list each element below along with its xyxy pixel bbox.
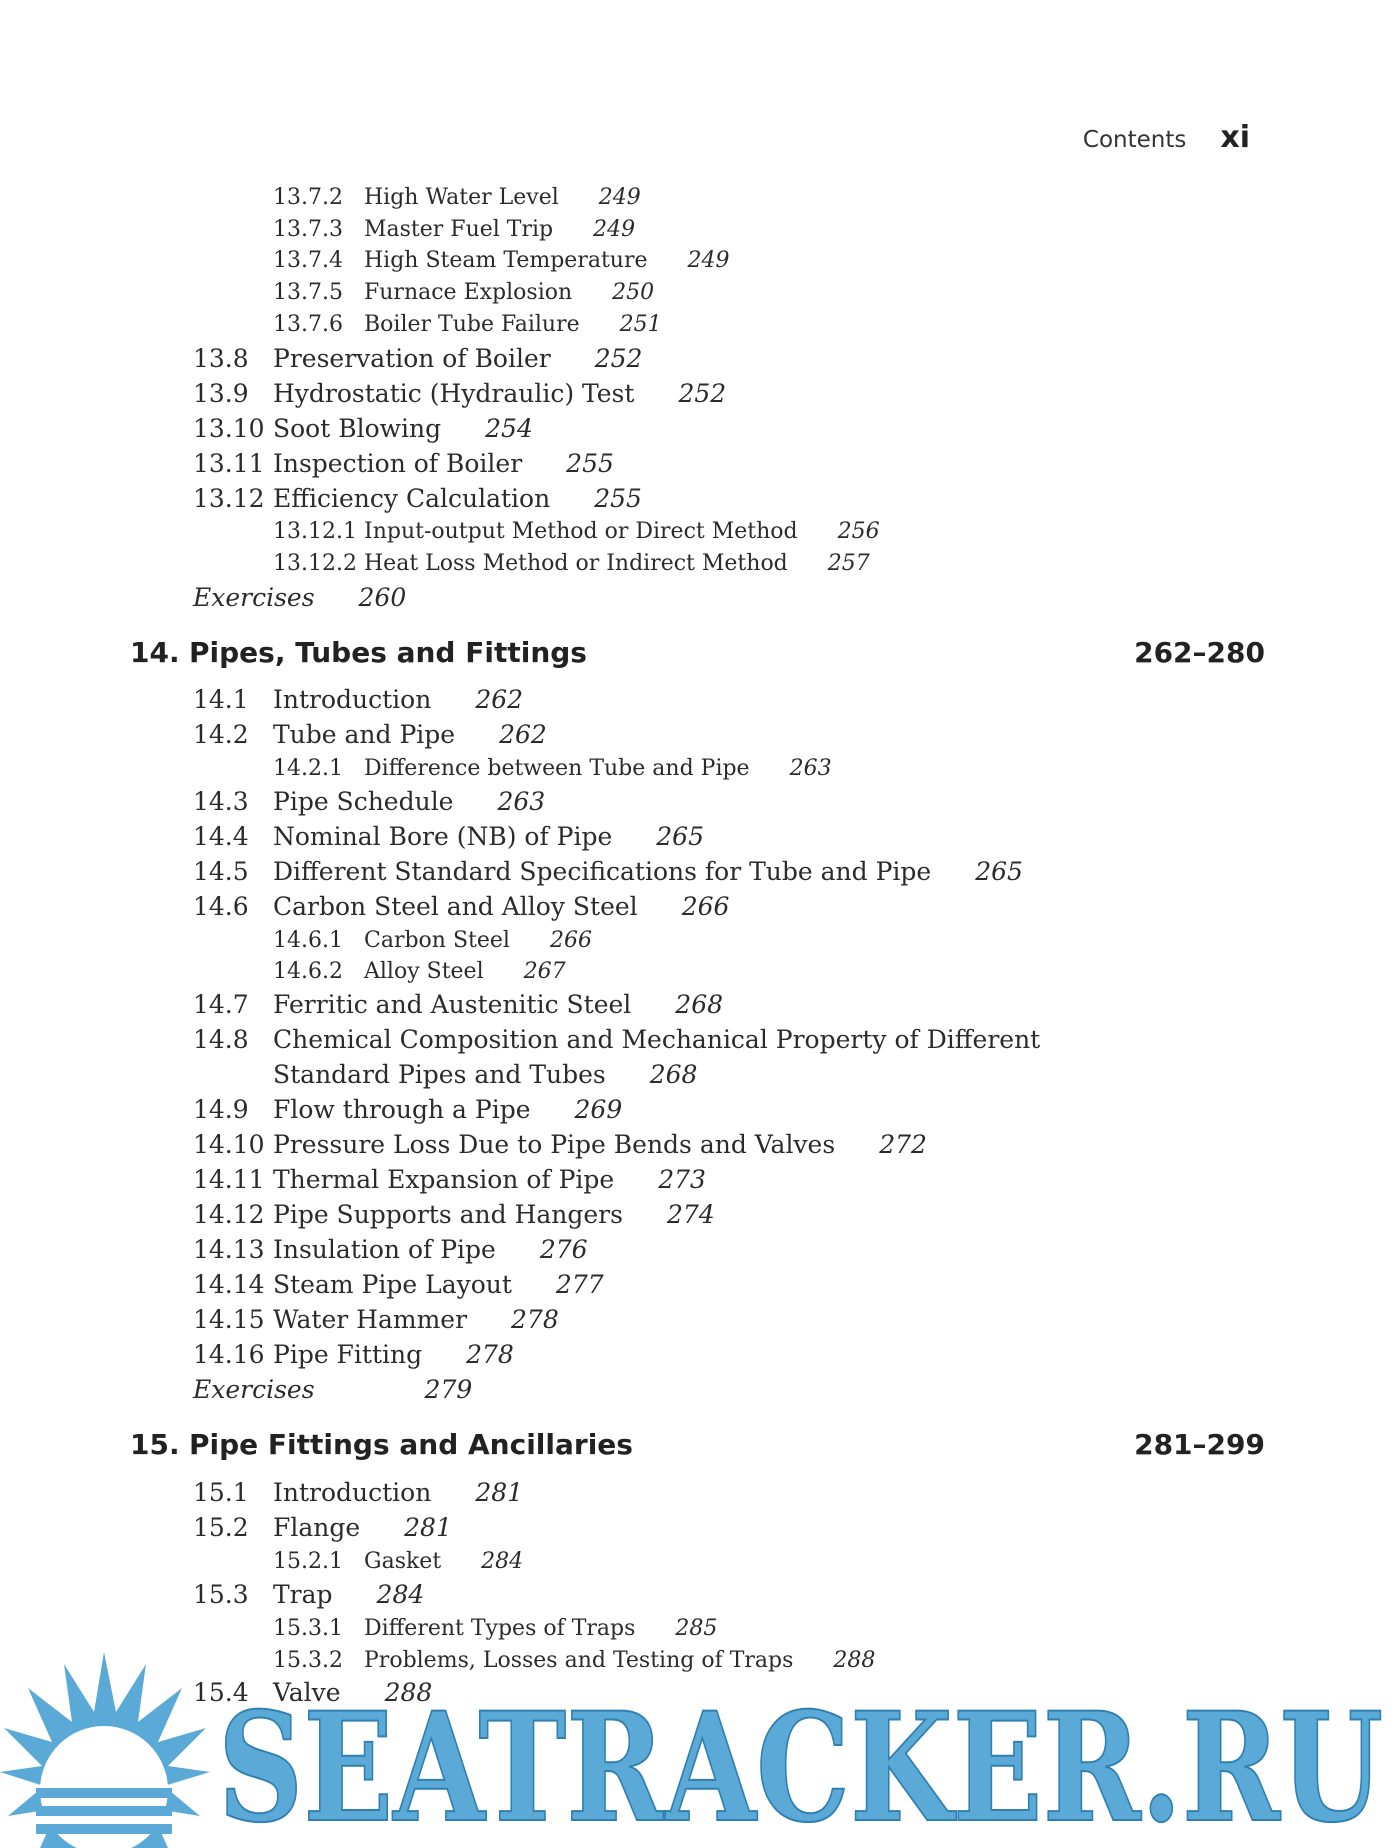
entry-number: 13.12.1: [273, 519, 357, 544]
toc-entry: [193, 449, 614, 479]
toc-entry: [193, 720, 547, 750]
entry-title: Furnace Explosion: [364, 280, 573, 305]
entry-number: 15.2.1: [273, 1549, 343, 1574]
toc-entry: [273, 549, 870, 579]
entry-number: 14.14: [193, 1270, 265, 1299]
entry-number: 14.3: [193, 787, 249, 816]
entry-title: Efficiency Calculation: [273, 484, 551, 513]
entry-title: Pipe Fitting: [273, 1340, 423, 1369]
toc-entry: [193, 1340, 514, 1370]
entry-title: Different Standard Specifications for Tube and Pipe: [273, 857, 932, 886]
entry-page: 281: [404, 1513, 452, 1542]
entry-number: 15.1: [193, 1478, 249, 1507]
entry-page: 260: [358, 583, 407, 612]
entry-title: Alloy Steel: [364, 959, 484, 984]
entry-page: 265: [656, 822, 704, 851]
toc-entry: [193, 1478, 523, 1508]
entry-page: 251: [619, 312, 662, 337]
toc-exercises: [193, 583, 406, 613]
toc-entry: [193, 1165, 706, 1195]
entry-title: Flow through a Pipe: [273, 1095, 531, 1124]
entry-page: 249: [687, 248, 730, 273]
entry-number: 14.6.1: [273, 928, 343, 953]
page-number: xi: [1220, 120, 1250, 155]
entry-page: 272: [879, 1130, 927, 1159]
entry-number: 13.12: [193, 484, 265, 513]
entry-title: Heat Loss Method or Indirect Method: [364, 551, 788, 576]
entry-page: 273: [658, 1165, 706, 1194]
toc-entry: [193, 379, 726, 409]
entry-title: Exercises: [193, 1375, 315, 1404]
chapter-number: 14.: [130, 636, 180, 669]
entry-number: 15.3.1: [273, 1616, 343, 1641]
entry-title: Pipe Supports and Hangers: [273, 1200, 623, 1229]
entry-title: Pressure Loss Due to Pipe Bends and Valves: [273, 1130, 836, 1159]
toc-entry: [193, 685, 523, 715]
entry-number: 14.13: [193, 1235, 265, 1264]
entry-number: 13.7.6: [273, 312, 343, 337]
running-header-section: Contents: [1082, 127, 1187, 153]
entry-page: 285: [675, 1616, 718, 1641]
entry-number: 13.10: [193, 414, 265, 443]
toc-entry: [273, 183, 641, 213]
entry-page: 284: [481, 1549, 524, 1574]
entry-number: 14.2.1: [273, 756, 343, 781]
entry-number: 13.7.4: [273, 248, 343, 273]
entry-title: Preservation of Boiler: [273, 344, 551, 373]
entry-number: 14.2: [193, 720, 249, 749]
entry-page: 266: [681, 892, 730, 921]
toc-entry: [273, 310, 662, 340]
toc-entry: [193, 1270, 604, 1300]
toc-entry: [193, 414, 533, 444]
entry-number: 15.3.2: [273, 1648, 343, 1673]
entry-title: Introduction: [273, 685, 432, 714]
entry-title: Introduction: [273, 1478, 432, 1507]
entry-title: Gasket: [364, 1549, 442, 1574]
entry-number: 14.6: [193, 892, 249, 921]
chapter-title: Pipe Fittings and Ancillaries: [189, 1428, 633, 1461]
entry-number: 13.7.5: [273, 280, 343, 305]
entry-title: Problems, Losses and Testing of Traps: [364, 1648, 794, 1673]
entry-number: 14.6.2: [273, 959, 343, 984]
toc-entry: [193, 344, 642, 374]
entry-title-continued: Standard Pipes and Tubes: [273, 1060, 606, 1089]
entry-page: 268: [675, 990, 724, 1019]
toc-entry: [193, 1025, 1040, 1055]
toc-entry: [193, 822, 704, 852]
watermark-text: SEATRACKER.RU: [218, 1680, 1383, 1848]
entry-page: 262: [475, 685, 524, 714]
entry-title: Inspection of Boiler: [273, 449, 523, 478]
entry-title: Flange: [273, 1513, 361, 1542]
entry-number: 15.2: [193, 1513, 249, 1542]
entry-page: 257: [827, 551, 870, 576]
toc-entry: [273, 754, 832, 784]
entry-page: 263: [497, 787, 546, 816]
entry-number: 13.9: [193, 379, 249, 408]
entry-title: Carbon Steel and Alloy Steel: [273, 892, 638, 921]
entry-page: 255: [566, 449, 614, 478]
entry-title: Tube and Pipe: [273, 720, 456, 749]
toc-entry: [193, 1305, 559, 1335]
sun-burst-icon: [0, 1652, 210, 1848]
entry-page: 254: [485, 414, 533, 443]
entry-title: High Water Level: [364, 185, 559, 210]
entry-number: 13.7.3: [273, 217, 343, 242]
entry-title: Steam Pipe Layout: [273, 1270, 512, 1299]
toc-entry: [193, 990, 723, 1020]
chapter-page-range: 281–299: [1134, 1428, 1265, 1461]
entry-number: 15.4: [193, 1678, 249, 1707]
toc-entry: [193, 484, 642, 514]
entry-title: Insulation of Pipe: [273, 1235, 496, 1264]
chapter-page-range: 262–280: [1134, 636, 1265, 669]
entry-title: Water Hammer: [273, 1305, 468, 1334]
entry-number: 14.7: [193, 990, 249, 1019]
entry-page: 288: [384, 1678, 433, 1707]
entry-title: Ferritic and Austenitic Steel: [273, 990, 632, 1019]
entry-title: Trap: [273, 1580, 333, 1609]
entry-number: 13.12.2: [273, 551, 357, 576]
toc-entry: [273, 517, 880, 547]
toc-entry: [193, 857, 1023, 887]
entry-page: 277: [555, 1270, 604, 1299]
entry-page: 266: [549, 928, 592, 953]
entry-page: 263: [789, 756, 832, 781]
toc-entry: [193, 787, 545, 817]
toc-entry: [193, 1235, 588, 1265]
entry-page: 267: [523, 959, 566, 984]
entry-page: 281: [475, 1478, 524, 1507]
toc-entry: [273, 957, 566, 987]
toc-entry: [273, 278, 654, 308]
entry-title: Master Fuel Trip: [364, 217, 554, 242]
running-header: [1083, 120, 1250, 155]
entry-number: 14.11: [193, 1165, 265, 1194]
entry-title: High Steam Temperature: [364, 248, 648, 273]
entry-page: 250: [612, 280, 655, 305]
chapter-title: Pipes, Tubes and Fittings: [189, 636, 587, 669]
entry-number: 14.10: [193, 1130, 265, 1159]
entry-number: 14.16: [193, 1340, 265, 1369]
toc-entry: [193, 1095, 622, 1125]
entry-page: 252: [594, 344, 643, 373]
entry-page: 274: [666, 1200, 715, 1229]
entry-page: 284: [376, 1580, 425, 1609]
toc-entry: [193, 1130, 927, 1160]
toc-entry: [193, 1200, 715, 1230]
entry-number: 14.12: [193, 1200, 265, 1229]
entry-title: Difference between Tube and Pipe: [364, 756, 750, 781]
toc-entry: [273, 246, 730, 276]
entry-page: 256: [837, 519, 880, 544]
toc-entry-continued: [273, 1060, 697, 1090]
entry-number: 13.8: [193, 344, 249, 373]
entry-title: Exercises: [193, 583, 315, 612]
entry-title: Input-output Method or Direct Method: [364, 519, 798, 544]
entry-page: 249: [598, 185, 641, 210]
entry-page: 288: [833, 1648, 876, 1673]
toc-entry: [193, 892, 729, 922]
entry-number: 14.1: [193, 685, 249, 714]
entry-page: 249: [593, 217, 636, 242]
entry-title: Nominal Bore (NB) of Pipe: [273, 822, 613, 851]
entry-page: 262: [499, 720, 547, 749]
entry-title: Carbon Steel: [364, 928, 510, 953]
entry-number: 14.9: [193, 1095, 249, 1124]
entry-number: 15.3: [193, 1580, 249, 1609]
toc-exercises: [193, 1375, 472, 1405]
toc-entry: [273, 1547, 523, 1577]
toc-entry: [273, 215, 635, 245]
chapter-heading: [130, 636, 1265, 669]
entry-title: Hydrostatic (Hydraulic) Test: [273, 379, 635, 408]
toc-entry: [193, 1513, 452, 1543]
entry-title: Thermal Expansion of Pipe: [273, 1165, 615, 1194]
toc-entry: [193, 1580, 424, 1610]
entry-number: 14.4: [193, 822, 249, 851]
entry-title: Soot Blowing: [273, 414, 442, 443]
entry-page: 252: [678, 379, 727, 408]
entry-page: 279: [424, 1375, 473, 1404]
entry-page: 268: [649, 1060, 698, 1089]
chapter-number: 15.: [130, 1428, 180, 1461]
entry-page: 269: [574, 1095, 623, 1124]
entry-title: Boiler Tube Failure: [364, 312, 580, 337]
entry-title: Valve: [273, 1678, 341, 1707]
entry-page: 278: [466, 1340, 514, 1369]
entry-page: 265: [975, 857, 1023, 886]
entry-page: 255: [594, 484, 642, 513]
entry-number: 14.5: [193, 857, 249, 886]
entry-title: Pipe Schedule: [273, 787, 454, 816]
entry-number: 14.8: [193, 1025, 249, 1054]
entry-number: 14.15: [193, 1305, 265, 1334]
entry-page: 278: [511, 1305, 559, 1334]
entry-page: 276: [539, 1235, 588, 1264]
entry-title: Different Types of Traps: [364, 1616, 636, 1641]
entry-title: Chemical Composition and Mechanical Property of Different: [273, 1025, 1041, 1054]
chapter-heading: [130, 1428, 1265, 1461]
entry-number: 13.11: [193, 449, 265, 478]
entry-number: 13.7.2: [273, 185, 343, 210]
watermark: [0, 1640, 1395, 1848]
toc-entry: [273, 926, 592, 956]
